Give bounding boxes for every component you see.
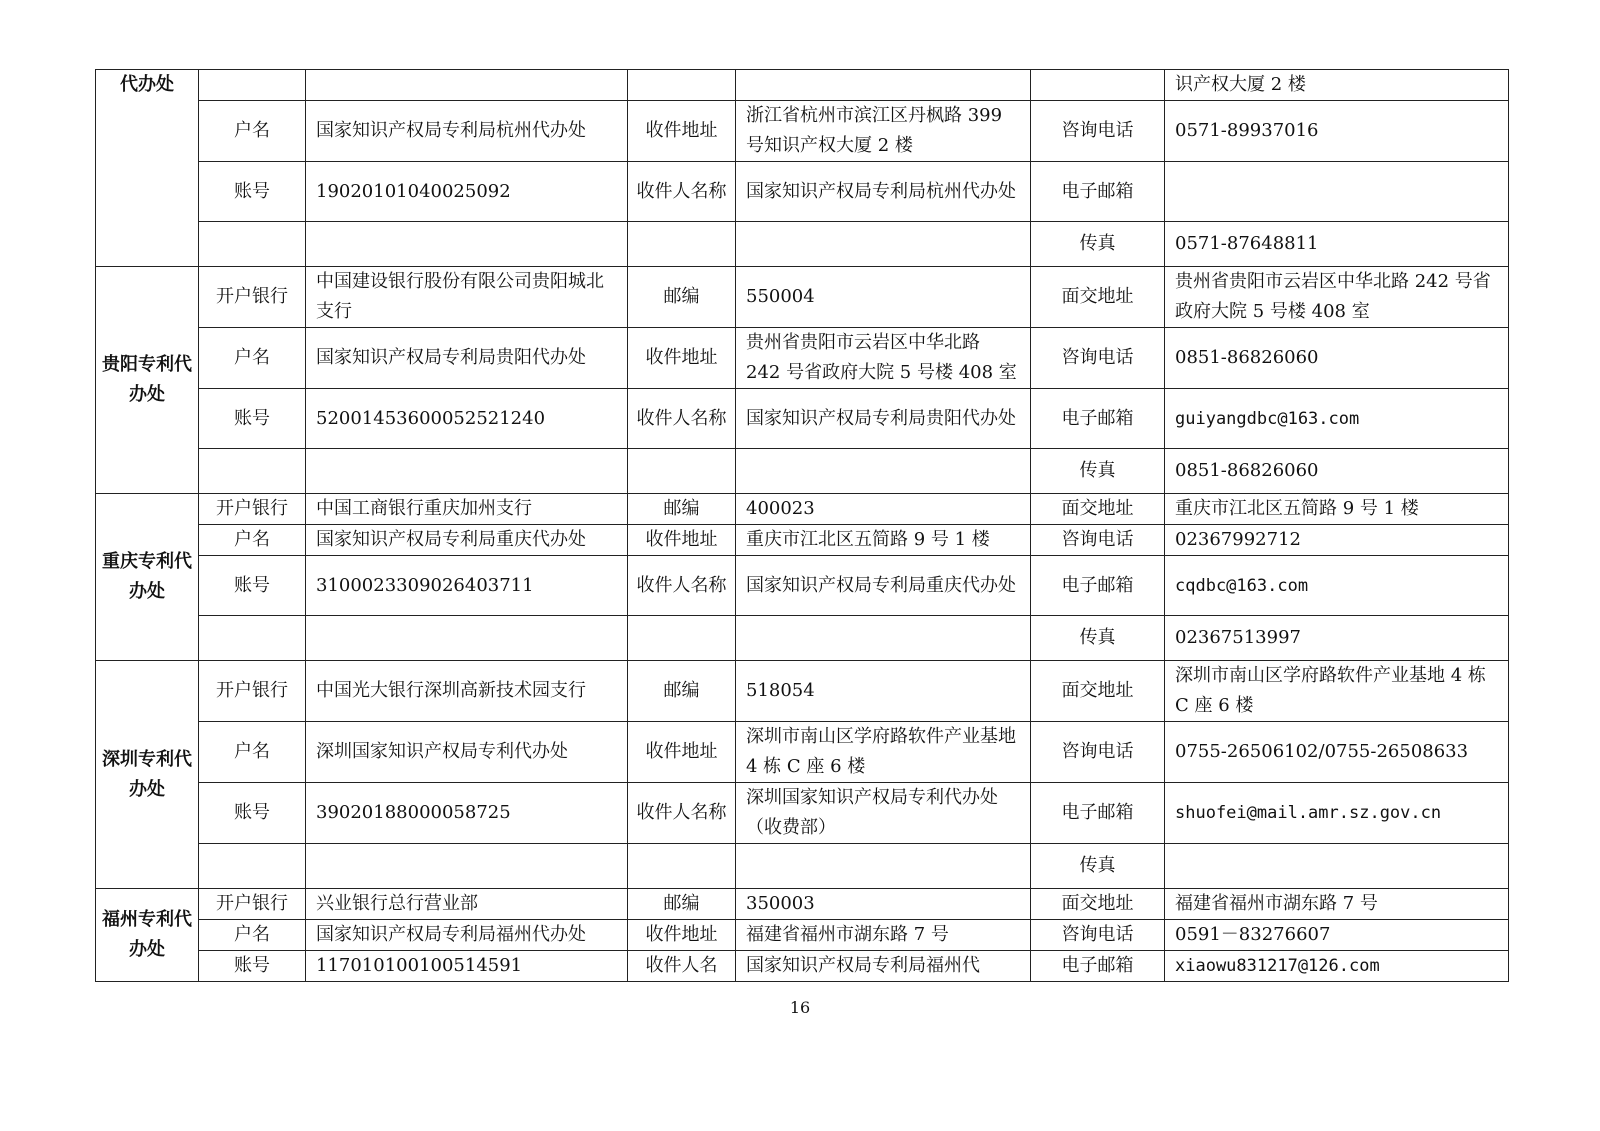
postcode-value: 400023 xyxy=(736,494,1031,525)
empty-cell xyxy=(1031,70,1165,101)
phone-value: 0591－83276607 xyxy=(1165,920,1509,951)
table-row xyxy=(96,389,1509,449)
empty-cell xyxy=(199,70,306,101)
fax-value: 0851-86826060 xyxy=(1165,449,1509,494)
table-row xyxy=(96,844,1509,889)
table-row xyxy=(96,449,1509,494)
email-label: 电子邮箱 xyxy=(1031,951,1165,982)
table-row xyxy=(96,101,1509,162)
empty-cell xyxy=(736,616,1031,661)
empty-cell xyxy=(306,844,628,889)
postcode-label: 邮编 xyxy=(628,494,736,525)
visit-address-value: 识产权大厦 2 楼 xyxy=(1165,70,1509,101)
page-number: 16 xyxy=(789,998,811,1017)
empty-cell xyxy=(306,449,628,494)
visit-address-label: 面交地址 xyxy=(1031,889,1165,920)
postcode-label: 邮编 xyxy=(628,889,736,920)
visit-address-value: 重庆市江北区五简路 9 号 1 楼 xyxy=(1165,494,1509,525)
empty-cell xyxy=(199,449,306,494)
bank-value: 中国工商银行重庆加州支行 xyxy=(306,494,628,525)
account-name-value: 国家知识产权局专利局杭州代办处 xyxy=(306,101,628,162)
email-value: guiyangdbc@163.com xyxy=(1165,389,1509,449)
phone-label: 咨询电话 xyxy=(1031,722,1165,783)
postcode-label: 邮编 xyxy=(628,267,736,328)
empty-cell xyxy=(199,616,306,661)
account-no-value: 39020188000058725 xyxy=(306,783,628,844)
recipient-value: 国家知识产权局专利局福州代 xyxy=(736,951,1031,982)
payment-info-table xyxy=(95,69,1509,982)
account-no-value: 3100023309026403711 xyxy=(306,556,628,616)
empty-cell xyxy=(628,222,736,267)
recipient-value: 国家知识产权局专利局重庆代办处 xyxy=(736,556,1031,616)
mail-address-value: 重庆市江北区五简路 9 号 1 楼 xyxy=(736,525,1031,556)
account-name-label: 户名 xyxy=(199,920,306,951)
recipient-value: 国家知识产权局专利局贵阳代办处 xyxy=(736,389,1031,449)
account-name-value: 国家知识产权局专利局福州代办处 xyxy=(306,920,628,951)
bank-value: 中国建设银行股份有限公司贵阳城北支行 xyxy=(306,267,628,328)
table-row xyxy=(96,951,1509,982)
account-no-label: 账号 xyxy=(199,951,306,982)
office-name-fuzhou: 福州专利代办处 xyxy=(96,889,199,982)
phone-label: 咨询电话 xyxy=(1031,328,1165,389)
table-row xyxy=(96,162,1509,222)
table-row xyxy=(96,70,1509,101)
mail-address-label: 收件地址 xyxy=(628,525,736,556)
empty-cell xyxy=(306,70,628,101)
table-row xyxy=(96,222,1509,267)
recipient-label: 收件人名称 xyxy=(628,783,736,844)
fax-label: 传真 xyxy=(1031,844,1165,889)
account-no-value: 19020101040025092 xyxy=(306,162,628,222)
empty-cell xyxy=(736,222,1031,267)
bank-label: 开户银行 xyxy=(199,889,306,920)
table-row xyxy=(96,267,1509,328)
account-name-label: 户名 xyxy=(199,722,306,783)
account-no-label: 账号 xyxy=(199,389,306,449)
empty-cell xyxy=(306,616,628,661)
email-label: 电子邮箱 xyxy=(1031,162,1165,222)
table-row xyxy=(96,494,1509,525)
bank-label: 开户银行 xyxy=(199,267,306,328)
office-name-hangzhou: 代办处 xyxy=(96,70,199,267)
account-name-value: 国家知识产权局专利局贵阳代办处 xyxy=(306,328,628,389)
fax-label: 传真 xyxy=(1031,616,1165,661)
empty-cell xyxy=(628,844,736,889)
account-no-value: 52001453600052521240 xyxy=(306,389,628,449)
postcode-value: 550004 xyxy=(736,267,1031,328)
recipient-value: 深圳国家知识产权局专利代办处 （收费部） xyxy=(736,783,1031,844)
account-no-label: 账号 xyxy=(199,556,306,616)
phone-label: 咨询电话 xyxy=(1031,920,1165,951)
email-value: xiaowu831217@126.com xyxy=(1165,951,1509,982)
office-name-guiyang: 贵阳专利代办处 xyxy=(96,267,199,494)
account-name-label: 户名 xyxy=(199,525,306,556)
email-label: 电子邮箱 xyxy=(1031,389,1165,449)
recipient-label: 收件人名称 xyxy=(628,162,736,222)
bank-label: 开户银行 xyxy=(199,661,306,722)
account-no-label: 账号 xyxy=(199,783,306,844)
postcode-value: 518054 xyxy=(736,661,1031,722)
account-name-value: 深圳国家知识产权局专利代办处 xyxy=(306,722,628,783)
empty-cell xyxy=(628,616,736,661)
recipient-value: 国家知识产权局专利局杭州代办处 xyxy=(736,162,1031,222)
visit-address-label: 面交地址 xyxy=(1031,661,1165,722)
mail-address-label: 收件地址 xyxy=(628,920,736,951)
office-name-shenzhen: 深圳专利代办处 xyxy=(96,661,199,889)
empty-cell xyxy=(628,70,736,101)
phone-label: 咨询电话 xyxy=(1031,101,1165,162)
mail-address-value: 福建省福州市湖东路 7 号 xyxy=(736,920,1031,951)
fax-value xyxy=(1165,844,1509,889)
empty-cell xyxy=(736,449,1031,494)
fax-label: 传真 xyxy=(1031,222,1165,267)
postcode-value: 350003 xyxy=(736,889,1031,920)
phone-value: 0571-89937016 xyxy=(1165,101,1509,162)
email-value xyxy=(1165,162,1509,222)
empty-cell xyxy=(306,222,628,267)
recipient-label: 收件人名称 xyxy=(628,389,736,449)
bank-value: 中国光大银行深圳高新技术园支行 xyxy=(306,661,628,722)
bank-value: 兴业银行总行营业部 xyxy=(306,889,628,920)
mail-address-value: 贵州省贵阳市云岩区中华北路 242 号省政府大院 5 号楼 408 室 xyxy=(736,328,1031,389)
email-value: cqdbc@163.com xyxy=(1165,556,1509,616)
account-name-label: 户名 xyxy=(199,101,306,162)
fax-value: 02367513997 xyxy=(1165,616,1509,661)
mail-address-label: 收件地址 xyxy=(628,101,736,162)
empty-cell xyxy=(199,844,306,889)
mail-address-value: 深圳市南山区学府路软件产业基地 4 栋 C 座 6 楼 xyxy=(736,722,1031,783)
phone-label: 咨询电话 xyxy=(1031,525,1165,556)
table-row xyxy=(96,556,1509,616)
account-no-label: 账号 xyxy=(199,162,306,222)
email-value: shuofei@mail.amr.sz.gov.cn xyxy=(1165,783,1509,844)
phone-value: 0851-86826060 xyxy=(1165,328,1509,389)
phone-value: 0755-26506102/0755-26508633 xyxy=(1165,722,1509,783)
visit-address-label: 面交地址 xyxy=(1031,267,1165,328)
table-row xyxy=(96,328,1509,389)
table-row xyxy=(96,783,1509,844)
bank-label: 开户银行 xyxy=(199,494,306,525)
empty-cell xyxy=(628,449,736,494)
empty-cell xyxy=(736,844,1031,889)
fax-label: 传真 xyxy=(1031,449,1165,494)
account-no-value: 117010100100514591 xyxy=(306,951,628,982)
table-row xyxy=(96,920,1509,951)
table-row xyxy=(96,661,1509,722)
table-row xyxy=(96,525,1509,556)
email-label: 电子邮箱 xyxy=(1031,556,1165,616)
empty-cell xyxy=(736,70,1031,101)
recipient-label: 收件人名 xyxy=(628,951,736,982)
account-name-label: 户名 xyxy=(199,328,306,389)
mail-address-label: 收件地址 xyxy=(628,328,736,389)
table-row xyxy=(96,616,1509,661)
mail-address-label: 收件地址 xyxy=(628,722,736,783)
empty-cell xyxy=(199,222,306,267)
mail-address-value: 浙江省杭州市滨江区丹枫路 399 号知识产权大厦 2 楼 xyxy=(736,101,1031,162)
table-row xyxy=(96,889,1509,920)
phone-value: 02367992712 xyxy=(1165,525,1509,556)
postcode-label: 邮编 xyxy=(628,661,736,722)
recipient-label: 收件人名称 xyxy=(628,556,736,616)
office-name-chongqing: 重庆专利代办处 xyxy=(96,494,199,661)
visit-address-value: 贵州省贵阳市云岩区中华北路 242 号省政府大院 5 号楼 408 室 xyxy=(1165,267,1509,328)
account-name-value: 国家知识产权局专利局重庆代办处 xyxy=(306,525,628,556)
visit-address-value: 福建省福州市湖东路 7 号 xyxy=(1165,889,1509,920)
email-label: 电子邮箱 xyxy=(1031,783,1165,844)
visit-address-label: 面交地址 xyxy=(1031,494,1165,525)
visit-address-value: 深圳市南山区学府路软件产业基地 4 栋 C 座 6 楼 xyxy=(1165,661,1509,722)
fax-value: 0571-87648811 xyxy=(1165,222,1509,267)
table-row xyxy=(96,722,1509,783)
